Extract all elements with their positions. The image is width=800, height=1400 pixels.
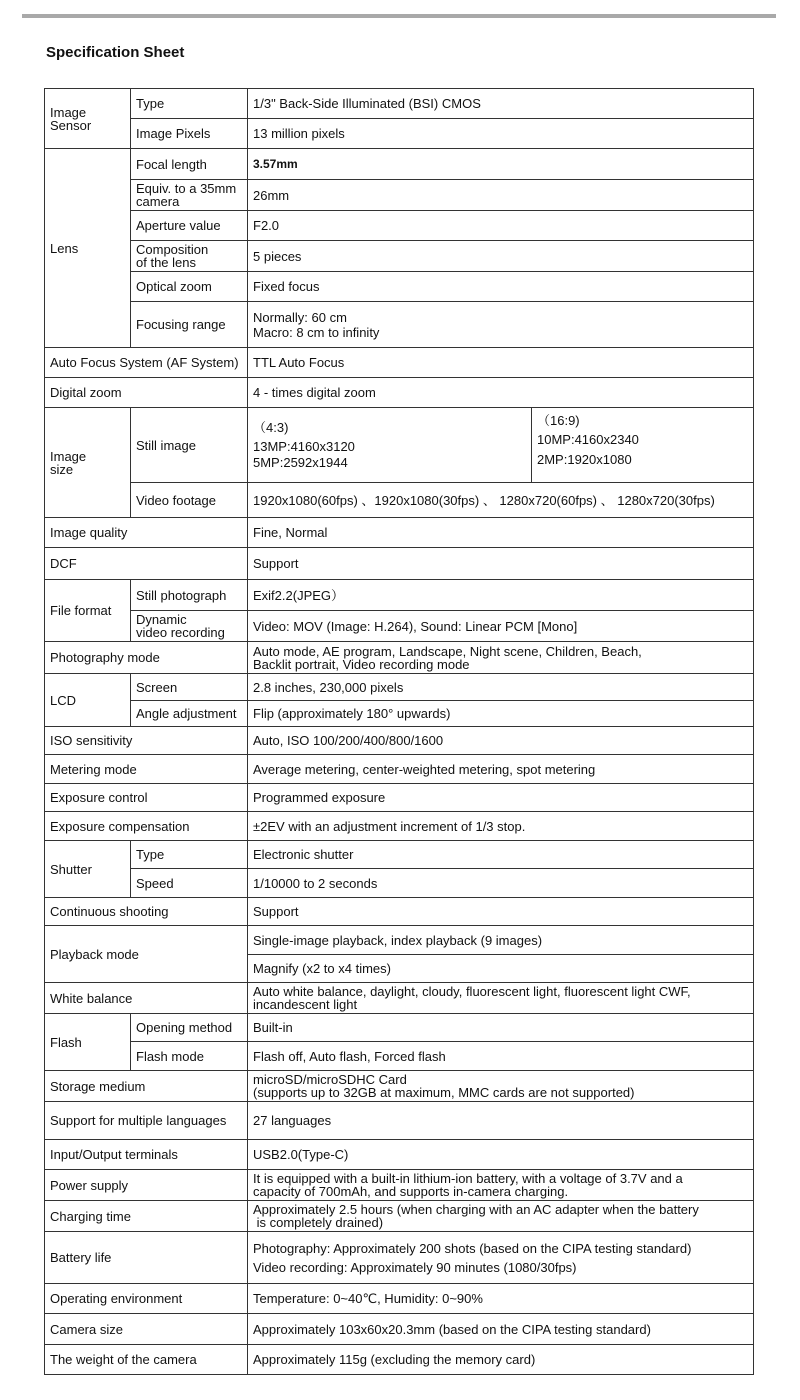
value-line: Normally: 60 cm xyxy=(253,309,347,325)
sub-label: Still image xyxy=(131,408,248,483)
row-label: Camera size xyxy=(45,1314,248,1345)
table-row xyxy=(45,727,754,755)
resolution-value: 13MP:4160x3120 xyxy=(253,439,355,454)
value-line: microSD/microSDHC Card xyxy=(253,1072,407,1087)
table-row xyxy=(45,1284,754,1314)
row-value: Electronic shutter xyxy=(248,841,754,869)
row-value: F2.0 xyxy=(248,211,754,241)
resolution-value: 2MP:1920x1080 xyxy=(537,452,632,467)
row-label: Photography mode xyxy=(45,642,248,674)
row-value: 27 languages xyxy=(248,1102,754,1140)
sub-label-line: Composition xyxy=(136,242,209,257)
row-label: Continuous shooting xyxy=(45,898,248,926)
sub-label: Type xyxy=(131,841,248,869)
value-line: Macro: 8 cm to infinity xyxy=(253,324,380,340)
table-row xyxy=(45,548,754,580)
row-label: Digital zoom xyxy=(45,378,248,408)
table-row xyxy=(45,348,754,378)
table-row xyxy=(45,1314,754,1345)
row-label: White balance xyxy=(45,983,248,1014)
label-line: size xyxy=(50,461,74,477)
row-value: Magnify (x2 to x4 times) xyxy=(248,955,754,983)
row-value: ±2EV with an adjustment increment of 1/3 stop. xyxy=(248,812,754,841)
row-value: Programmed exposure xyxy=(248,784,754,812)
table-row xyxy=(45,701,754,727)
row-value: 26mm xyxy=(248,180,754,211)
table-row xyxy=(45,302,754,348)
row-label: Input/Output terminals xyxy=(45,1140,248,1170)
row-label: Exposure compensation xyxy=(45,812,248,841)
row-label: Shutter xyxy=(45,841,131,898)
sub-label-line: camera xyxy=(136,194,180,209)
value-line: capacity of 700mAh, and supports in-camera charging. xyxy=(253,1184,569,1199)
row-label: The weight of the camera xyxy=(45,1345,248,1375)
value-line: Auto white balance, daylight, cloudy, fluorescent light, fluorescent light CWF, xyxy=(253,984,691,999)
value-line: It is equipped with a built-in lithium-ion battery, with a voltage of 3.7V and a xyxy=(253,1171,683,1186)
table-row xyxy=(45,983,754,1014)
still-169-cell xyxy=(532,408,754,483)
row-label: DCF xyxy=(45,548,248,580)
value-line: Auto mode, AE program, Landscape, Night scene, Children, Beach, xyxy=(253,643,642,659)
table-row xyxy=(45,926,754,955)
value-line: Video recording: Approximately 90 minutes (1080/30fps) xyxy=(253,1259,577,1275)
row-label: Lens xyxy=(45,149,131,348)
table-row xyxy=(45,1170,754,1201)
row-value: 1/3" Back-Side Illuminated (BSI) CMOS xyxy=(248,89,754,119)
row-label: Charging time xyxy=(45,1201,248,1232)
row-value: Exif2.2(JPEG） xyxy=(248,580,754,611)
table-row xyxy=(45,483,754,518)
row-label: Exposure control xyxy=(45,784,248,812)
row-value: Fine, Normal xyxy=(248,518,754,548)
sub-label: Speed xyxy=(131,869,248,898)
table-row xyxy=(45,1232,754,1284)
row-value: Auto, ISO 100/200/400/800/1600 xyxy=(248,727,754,755)
sub-label: Focusing range xyxy=(131,302,248,348)
sub-label: Focal length xyxy=(131,149,248,180)
sub-label: Still photograph xyxy=(131,580,248,611)
row-value: Flip (approximately 180° upwards) xyxy=(248,701,754,727)
row-value xyxy=(248,642,754,674)
sub-label xyxy=(131,180,248,211)
table-row xyxy=(45,211,754,241)
row-value xyxy=(248,983,754,1014)
row-label: ISO sensitivity xyxy=(45,727,248,755)
sub-label-line: of the lens xyxy=(136,255,196,270)
row-value: 2.8 inches, 230,000 pixels xyxy=(248,674,754,701)
table-row xyxy=(45,180,754,211)
sub-label: Aperture value xyxy=(131,211,248,241)
table-row xyxy=(45,241,754,272)
row-label: Auto Focus System (AF System) xyxy=(45,348,248,378)
value-line: (supports up to 32GB at maximum, MMC cards are not supported) xyxy=(253,1085,635,1100)
table-row xyxy=(45,755,754,784)
row-value xyxy=(248,1201,754,1232)
table-row xyxy=(45,1345,754,1375)
table-row xyxy=(45,119,754,149)
row-label: Operating environment xyxy=(45,1284,248,1314)
row-value: Video: MOV (Image: H.264), Sound: Linear PCM [Mono] xyxy=(248,611,754,642)
row-label: Metering mode xyxy=(45,755,248,784)
table-row xyxy=(45,518,754,548)
page-title: Specification Sheet xyxy=(46,44,185,61)
table-row xyxy=(45,89,754,119)
sub-label: Type xyxy=(131,89,248,119)
row-value: Built-in xyxy=(248,1014,754,1042)
row-value xyxy=(248,1232,754,1284)
value-line: Backlit portrait, Video recording mode xyxy=(253,656,470,672)
table-row xyxy=(45,898,754,926)
row-value: Support xyxy=(248,898,754,926)
row-value: 1/10000 to 2 seconds xyxy=(248,869,754,898)
sub-label: Screen xyxy=(131,674,248,701)
row-value: Average metering, center-weighted metering, spot metering xyxy=(248,755,754,784)
row-value: USB2.0(Type-C) xyxy=(248,1140,754,1170)
row-label: Image Sensor xyxy=(45,89,131,149)
sub-label: Video footage xyxy=(131,483,248,518)
row-value: Flash off, Auto flash, Forced flash xyxy=(248,1042,754,1071)
value-line: is completely drained) xyxy=(253,1215,384,1230)
table-row xyxy=(45,1102,754,1140)
row-value xyxy=(248,302,754,348)
row-label: File format xyxy=(45,580,131,642)
row-value: 1920x1080(60fps) 、1920x1080(30fps) 、 1280x720(60fps) 、 1280x720(30fps) xyxy=(248,483,754,518)
table-row xyxy=(45,611,754,642)
sub-label: Optical zoom xyxy=(131,272,248,302)
sub-label-line: video recording xyxy=(136,625,225,640)
table-row xyxy=(45,642,754,674)
table-row xyxy=(45,1201,754,1232)
row-value: Support xyxy=(248,548,754,580)
sub-label: Flash mode xyxy=(131,1042,248,1071)
row-label: Support for multiple languages xyxy=(45,1102,248,1140)
sub-label: Opening method xyxy=(131,1014,248,1042)
table-row xyxy=(45,149,754,180)
table-row xyxy=(45,841,754,869)
table-row xyxy=(45,1042,754,1071)
row-label: Power supply xyxy=(45,1170,248,1201)
row-value: Temperature: 0~40℃, Humidity: 0~90% xyxy=(248,1284,754,1314)
row-value: 3.57mm xyxy=(248,149,754,180)
table-row xyxy=(45,869,754,898)
row-value: 5 pieces xyxy=(248,241,754,272)
row-value: 4 - times digital zoom xyxy=(248,378,754,408)
value-line: Approximately 2.5 hours (when charging with an AC adapter when the battery xyxy=(253,1202,699,1217)
sub-label-line: Equiv. to a 35mm xyxy=(136,181,237,196)
row-value: Fixed focus xyxy=(248,272,754,302)
table-row xyxy=(45,812,754,841)
value-line: incandescent light xyxy=(253,997,358,1012)
row-value: TTL Auto Focus xyxy=(248,348,754,378)
row-label: Playback mode xyxy=(45,926,248,983)
table-row xyxy=(45,1014,754,1042)
row-value xyxy=(248,1170,754,1201)
sub-label xyxy=(131,241,248,272)
table-row xyxy=(45,272,754,302)
row-label: Storage medium xyxy=(45,1071,248,1102)
row-value: Approximately 115g (excluding the memory card) xyxy=(248,1345,754,1375)
sub-label-line: Dynamic xyxy=(136,612,187,627)
row-label: Battery life xyxy=(45,1232,248,1284)
table-row xyxy=(45,580,754,611)
ratio-label: （16:9) xyxy=(537,413,580,428)
row-value: 13 million pixels xyxy=(248,119,754,149)
table-row xyxy=(45,674,754,701)
table-row xyxy=(45,378,754,408)
row-label: Image quality xyxy=(45,518,248,548)
value-line: Photography: Approximately 200 shots (based on the CIPA testing standard) xyxy=(253,1240,692,1256)
resolution-value: 5MP:2592x1944 xyxy=(253,455,348,470)
table-row xyxy=(45,1140,754,1170)
ratio-label: （4:3) xyxy=(253,420,289,435)
still-43-cell xyxy=(248,408,532,483)
row-label: Flash xyxy=(45,1014,131,1071)
row-label xyxy=(45,408,131,518)
table-row xyxy=(45,1071,754,1102)
row-value: Approximately 103x60x20.3mm (based on the CIPA testing standard) xyxy=(248,1314,754,1345)
table-row xyxy=(45,784,754,812)
resolution-value: 10MP:4160x2340 xyxy=(537,432,639,447)
sub-label: Image Pixels xyxy=(131,119,248,149)
row-label: LCD xyxy=(45,674,131,727)
top-divider xyxy=(22,14,776,18)
label-line: Image xyxy=(50,448,87,464)
sub-label xyxy=(131,611,248,642)
row-value: Single-image playback, index playback (9 images) xyxy=(248,926,754,955)
row-value xyxy=(248,1071,754,1102)
table-row xyxy=(45,408,754,483)
sub-label: Angle adjustment xyxy=(131,701,248,727)
spec-table xyxy=(44,88,754,1375)
